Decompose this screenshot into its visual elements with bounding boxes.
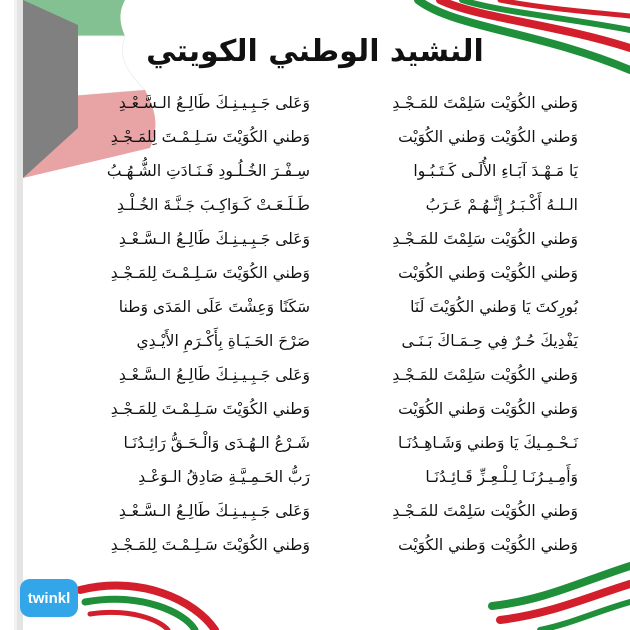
verse-line-left: وَعَلى جَـبِـيـنِـكَ طَالِـعُ الـسَّـعْـدِ [118, 94, 310, 112]
verse-line-right: وَطني الكُوَيْت سَلِمْتَ للمَـجْـدِ [392, 366, 578, 384]
verse-line-right: يَفْدِيكَ حُـرٌ فِي حِـمَـاكَ بَـنَـى [401, 332, 578, 350]
verse-line-left: شَـرْعُ الـهُـدَى وَالْـحَـقُّ رَائِـدُنَـا [123, 434, 310, 452]
verse-line-right: الـلـهُ أَكْـبَـرُ إِنَّـهُـمْ عَـرَبُ [425, 196, 578, 214]
verse-line-right: وَطني الكُوَيْت وَطني الكُوَيْت [398, 128, 578, 146]
verse-line-right: يَا مَـهْـدَ آبَـاءِ الأُلَـى كَـتَـبُـوا [413, 162, 578, 180]
verse-line-right: وَطني الكُوَيْت سَلِمْتَ للمَـجْـدِ [392, 230, 578, 248]
twinkl-logo[interactable]: twinkl [20, 579, 78, 617]
verse-line-right: وَأَمِـيـرُنَـا لِـلْـعِـزِّ قَـائِـدُنَـا [425, 468, 578, 486]
verse-line-left: وَطني الكُوَيْتَ سَـلِـمْـتَ لِلمَـجْـدِ [110, 128, 310, 146]
verse-line-left: وَطني الكُوَيْتَ سَـلِـمْـتَ لِلمَـجْـدِ [110, 264, 310, 282]
verse-line-left: وَعَلى جَـبِـيـنِـكَ طَالِـعُ الـسَّـعْـدِ [118, 230, 310, 248]
verse-line-right: نَـحْـمِـيكَ يَا وَطني وَشَـاهِـدُنَـا [397, 434, 578, 452]
verse-line-left: رَبُّ الحَـمِـيَّـةِ صَادِقُ الـوَعْـدِ [138, 468, 310, 486]
verse-line-right: وَطني الكُوَيْت سَلِمْتَ للمَـجْـدِ [392, 94, 578, 112]
verse-line-right: وَطني الكُوَيْت وَطني الكُوَيْت [398, 264, 578, 282]
verse-line-left: سِـفْـرَ الخُـلُـودِ فَـنَـادَتِ الشُّـهُـبُ [106, 162, 310, 180]
verse-line-right: وَطني الكُوَيْت وَطني الكُوَيْت [398, 536, 578, 554]
verse-line-left: وَطني الكُوَيْتَ سَـلِـمْـتَ لِلمَـجْـدِ [110, 400, 310, 418]
verse-line-right: وَطني الكُوَيْت سَلِمْتَ للمَـجْـدِ [392, 502, 578, 520]
verse-line-left: وَعَلى جَـبِـيـنِـكَ طَالِـعُ الـسَّـعْـدِ [118, 366, 310, 384]
verse-line-right: بُورِكتَ يَا وَطني الكُوَيْتَ لَنَا [410, 298, 578, 316]
verse-line-left: صَرْحَ الحَـيَـاةِ بِأَكْـرَمِ الأَيْـدِي [136, 332, 310, 350]
verse-line-left: طَـلَـعَـتْ كَـوَاكِـبَ جَـنَّـةَ الخُـلْـدِ [117, 196, 310, 214]
verse-line-left: سَكَنًا وَعِشْتَ عَلَى المَدَى وَطنا [118, 298, 310, 316]
verse-line-left: وَعَلى جَـبِـيـنِـكَ طَالِـعُ الـسَّـعْـدِ [118, 502, 310, 520]
verse-line-right: وَطني الكُوَيْت وَطني الكُوَيْت [398, 400, 578, 418]
verse-line-left: وَطني الكُوَيْتَ سَـلِـمْـتَ لِلمَـجْـدِ [110, 536, 310, 554]
page-title: النشيد الوطني الكويتي [146, 34, 484, 69]
